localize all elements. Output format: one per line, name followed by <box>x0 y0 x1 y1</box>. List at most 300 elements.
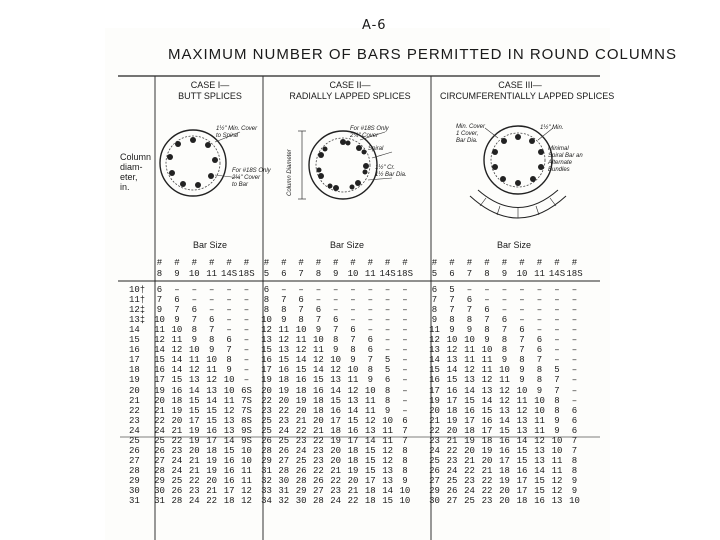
table-cell: 12 <box>534 435 545 446</box>
table-cell: – <box>243 355 250 366</box>
table-cell: 10 <box>551 445 563 456</box>
table-cell: 8 <box>501 345 508 356</box>
table-cell: 9 <box>191 335 197 346</box>
table-cell: 25 <box>154 435 165 446</box>
table-cell: – <box>384 315 391 326</box>
table-cell: 6 <box>536 345 543 356</box>
bar-size-mark: # <box>449 258 455 268</box>
table-cell: 12 <box>154 335 165 346</box>
table-cell: 25 <box>295 455 307 466</box>
table-cell: – <box>402 365 408 376</box>
table-cell: 19 <box>499 475 510 486</box>
table-cell: 7 <box>554 375 560 386</box>
row-header-line: diam- <box>120 162 143 172</box>
table-cell: 20 <box>206 475 218 486</box>
table-cell: 13 <box>516 425 528 436</box>
table-cell: 11 <box>241 465 252 476</box>
table-cell: 9 <box>484 335 490 346</box>
table-cell: 21 <box>481 465 493 476</box>
table-cell: – <box>350 315 356 326</box>
table-cell: 10 <box>154 315 165 326</box>
diameter-cell: 24 <box>129 425 140 436</box>
table-cell: 24 <box>446 465 458 476</box>
table-cell: 9 <box>332 345 339 356</box>
table-cell: 15 <box>534 486 545 496</box>
table-cell: 27 <box>154 455 165 466</box>
table-cell: 7 <box>350 335 356 346</box>
table-cell: 12 <box>499 395 510 406</box>
table-cell: – <box>367 315 373 326</box>
bar-size-header: 11 <box>534 269 545 279</box>
table-cell: – <box>243 295 250 306</box>
table-cell: 9 <box>384 405 391 416</box>
table-cell: 11 <box>295 335 307 346</box>
table-cell: 7 <box>315 315 322 326</box>
table-cell: 15 <box>364 445 376 456</box>
table-cell: 8 <box>501 335 508 346</box>
table-cell: 16 <box>481 415 493 426</box>
table-cell: – <box>536 295 543 306</box>
table-cell: 22 <box>171 435 183 446</box>
table-cell: 23 <box>261 405 272 416</box>
table-cell: 12 <box>188 365 200 376</box>
table-cell: 21 <box>188 465 200 476</box>
table-cell: 21 <box>171 425 183 436</box>
bar-size-header: 9 <box>501 269 508 279</box>
table-cell: – <box>554 305 560 316</box>
table-cell: – <box>367 285 373 295</box>
table-cell: 16 <box>499 445 510 456</box>
table-cell: 16 <box>446 385 458 396</box>
table-cell: 8 <box>281 305 287 316</box>
table-cell: 6 <box>298 295 304 306</box>
table-cell: – <box>536 325 543 336</box>
table-cell: 18 <box>516 496 528 507</box>
table-cell: 8 <box>519 355 525 366</box>
table-cell: 21 <box>464 455 475 466</box>
table-cell: 8 <box>402 465 408 476</box>
bar-size-header: 8 <box>315 269 322 279</box>
table-cell: – <box>501 285 508 295</box>
table-cell: 7 <box>174 305 180 316</box>
table-cell: 23 <box>171 445 183 456</box>
table-cell: 8 <box>402 455 408 466</box>
bar-size-mark: # <box>367 258 373 268</box>
table-cell: – <box>208 305 215 316</box>
table-cell: 13 <box>223 425 235 436</box>
table-cell: 22 <box>312 435 324 446</box>
table-cell: – <box>554 345 560 356</box>
bar-size-mark: # <box>431 258 438 268</box>
table-cell: 8 <box>350 345 356 356</box>
table-cell: 14 <box>347 405 359 416</box>
bar-size-header: 10 <box>347 269 359 279</box>
table-cell: – <box>519 305 525 316</box>
table-cell: 25 <box>171 475 183 486</box>
table-cell: 21 <box>154 405 165 416</box>
table-cell: 9 <box>449 325 455 336</box>
table-cell: – <box>571 295 578 306</box>
table-cell: 23 <box>188 486 200 496</box>
table-cell: 15 <box>223 445 235 456</box>
table-cell: 22 <box>278 405 290 416</box>
table-cell: 8 <box>466 315 473 326</box>
case1-annotation-18s: For #18S Only 2¼" Cover to Bar <box>232 168 271 188</box>
table-cell: 15 <box>534 475 545 486</box>
bar-size-mark: # <box>281 258 287 268</box>
table-cell: 6 <box>226 335 232 346</box>
table-cell: – <box>243 365 250 376</box>
table-cell: 15 <box>278 355 290 366</box>
table-cell: 11 <box>347 375 359 386</box>
table-cell: 12 <box>551 486 563 496</box>
table-cell: 23 <box>312 445 324 456</box>
table-cell: 22 <box>295 425 307 436</box>
diameter-cell: 10† <box>129 285 146 295</box>
table-cell: 29 <box>261 455 272 466</box>
table-cell: 22 <box>154 415 165 426</box>
table-cell: – <box>367 325 373 336</box>
table-cell: 13 <box>347 395 359 406</box>
table-cell: – <box>384 325 391 336</box>
bar-size-mark: # <box>571 258 578 268</box>
table-cell: 19 <box>446 415 458 426</box>
table-cell: 15 <box>382 496 393 507</box>
bar-size-header: 18S <box>238 269 255 279</box>
table-cell: 24 <box>188 496 200 507</box>
table-cell: 12 <box>330 365 342 376</box>
table-cell: 25 <box>446 475 458 486</box>
table-cell: 19 <box>295 395 307 406</box>
bar-size-header: 8 <box>484 269 490 279</box>
bar-size-mark: # <box>315 258 322 268</box>
table-cell: 8 <box>554 395 560 406</box>
table-cell: 20 <box>261 385 272 396</box>
table-cell: 19 <box>188 425 200 436</box>
table-cell: 8 <box>536 375 543 386</box>
table-cell: 25 <box>464 496 475 507</box>
table-cell: 20 <box>154 395 165 406</box>
table-cell: 7 <box>449 295 455 306</box>
table-cell: 11 <box>429 325 440 336</box>
table-cell: 13 <box>481 385 493 396</box>
table-cell: 7 <box>226 345 232 356</box>
diameter-cell: 16 <box>129 345 140 356</box>
table-cell: 7 <box>402 435 408 446</box>
table-cell: 7 <box>571 445 578 456</box>
table-cell: 10 <box>188 345 200 356</box>
table-cell: 10 <box>464 335 475 346</box>
table-cell: 31 <box>278 486 290 496</box>
table-cell: – <box>402 335 408 346</box>
table-cell: 6 <box>191 305 197 316</box>
table-cell: 9 <box>571 475 578 486</box>
table-cell: – <box>384 305 391 316</box>
table-cell: 15 <box>171 375 183 386</box>
table-cell: 13 <box>516 415 528 426</box>
table-cell: 30 <box>154 486 165 496</box>
table-cell: 6 <box>571 415 578 426</box>
table-cell: 20 <box>278 395 290 406</box>
bar-size-mark: # <box>208 258 215 268</box>
bar-size-mark: # <box>243 258 250 268</box>
table-cell: 11 <box>382 425 393 436</box>
table-cell: 15 <box>206 415 218 426</box>
table-cell: 18 <box>295 385 307 396</box>
table-cell: – <box>226 295 232 306</box>
bar-size-mark: # <box>402 258 408 268</box>
table-cell: 16 <box>330 405 342 416</box>
table-cell: 12 <box>382 455 393 466</box>
table-cell: 17 <box>464 415 475 426</box>
table-cell: 16 <box>429 375 440 386</box>
table-cell: 7S <box>241 405 252 416</box>
table-cell: 11 <box>206 365 218 376</box>
table-cell: 6 <box>402 415 408 426</box>
table-cell: – <box>571 325 578 336</box>
diameter-cell: 23 <box>129 415 140 426</box>
table-cell: 21 <box>312 425 324 436</box>
table-cell: 17 <box>481 425 493 436</box>
table-cell: 13 <box>534 445 545 456</box>
bar-size-mark: # <box>226 258 232 268</box>
table-cell: 18 <box>364 496 376 507</box>
table-cell: – <box>208 285 215 295</box>
table-cell: 6 <box>367 345 373 356</box>
table-cell: – <box>243 345 250 356</box>
table-cell: 29 <box>154 475 165 486</box>
table-cell: 26 <box>312 475 324 486</box>
table-cell: – <box>208 295 215 306</box>
table-cell: 10 <box>171 325 183 336</box>
table-cell: 8 <box>191 325 197 336</box>
table-cell: 28 <box>295 475 307 486</box>
table-cell: 7 <box>466 305 473 316</box>
table-cell: 27 <box>429 475 440 486</box>
case2-annotation-lap: 1½" Cr. 1½ Bar Dia. <box>375 165 407 178</box>
table-cell: – <box>571 285 578 295</box>
table-cell: 12 <box>206 375 218 386</box>
table-cell: – <box>243 375 250 386</box>
table-cell: – <box>402 345 408 356</box>
bar-size-mark: # <box>298 258 304 268</box>
table-cell: 22 <box>347 496 359 507</box>
table-cell: – <box>554 285 560 295</box>
table-cell: – <box>350 295 356 306</box>
bar-size-header: 18S <box>566 269 583 279</box>
bar-size-mark: # <box>263 258 270 268</box>
bar-size-header: 8 <box>156 269 163 279</box>
table-cell: 22 <box>481 486 493 496</box>
table-cell: 8 <box>554 405 560 416</box>
table-cell: 17 <box>330 415 342 426</box>
table-cell: 12 <box>295 345 307 356</box>
table-cell: 14 <box>312 365 324 376</box>
table-cell: 12 <box>241 486 252 496</box>
table-title: MAXIMUM NUMBER OF BARS PERMITTED IN ROUND COLUMNS <box>168 46 678 63</box>
table-cell: – <box>243 315 250 326</box>
table-cell: 10 <box>446 335 458 346</box>
table-cell: 14 <box>481 395 493 406</box>
table-cell: 26 <box>446 486 458 496</box>
table-cell: 10 <box>347 365 359 376</box>
table-cell: 7 <box>571 435 578 446</box>
diameter-cell: 14 <box>129 325 140 336</box>
table-cell: 18 <box>330 425 342 436</box>
table-cell: 5 <box>384 365 391 376</box>
diameter-cell: 11† <box>129 295 146 306</box>
table-cell: 11 <box>499 375 510 386</box>
table-cell: 17 <box>154 375 165 386</box>
table-cell: 6 <box>350 325 356 336</box>
table-cell: 15 <box>364 465 376 476</box>
case2-annotation-18s: For #18S Only 2¼" Cover <box>350 126 389 139</box>
table-cell: 13 <box>223 415 235 426</box>
table-cell: 11 <box>312 345 324 356</box>
case1-bar-size-label: Bar Size <box>193 240 228 250</box>
table-cell: 8 <box>332 335 339 346</box>
table-cell: 28 <box>261 445 272 456</box>
bar-size-header: 9 <box>174 269 180 279</box>
table-cell: 32 <box>261 475 272 486</box>
table-cell: 13 <box>382 475 393 486</box>
table-cell: 11 <box>481 365 493 376</box>
table-cell: – <box>174 285 180 295</box>
table-cell: 23 <box>481 496 493 507</box>
table-cell: 15 <box>464 395 475 406</box>
case2-bar-size-label: Bar Size <box>330 240 365 250</box>
table-cell: 9 <box>226 365 232 376</box>
diameter-cell: 31 <box>129 496 140 507</box>
table-cell: 6 <box>484 305 490 316</box>
table-cell: 16 <box>464 405 475 416</box>
table-cell: 14 <box>171 355 183 366</box>
table-cell: 12 <box>464 365 475 376</box>
table-cell: 13 <box>330 375 342 386</box>
table-cell: 13 <box>464 375 475 386</box>
table-cell: 7 <box>554 385 560 396</box>
table-cell: – <box>243 305 250 316</box>
table-cell: 26 <box>154 445 165 456</box>
table-cell: 18 <box>464 425 475 436</box>
diameter-cell: 28 <box>129 465 140 476</box>
table-cell: 10 <box>364 385 376 396</box>
table-cell: 12 <box>347 385 359 396</box>
table-cell: 20 <box>464 445 475 456</box>
table-cell: 22 <box>481 475 493 486</box>
table-cell: 10 <box>551 435 563 446</box>
table-cell: 18 <box>312 405 324 416</box>
table-cell: 10 <box>261 315 272 326</box>
table-cell: 11 <box>154 325 165 336</box>
table-cell: 15 <box>429 365 440 376</box>
table-cell: 12 <box>499 385 510 396</box>
case2-annotation-diameter: Column Diameter <box>287 149 293 196</box>
table-cell: – <box>384 335 391 346</box>
case2-title <box>285 80 415 102</box>
table-cell: 24 <box>464 486 475 496</box>
table-cell: – <box>332 305 339 316</box>
diameter-cell: 29 <box>129 475 140 486</box>
table-cell: 26 <box>429 465 440 476</box>
table-cell: 11 <box>534 415 545 426</box>
table-cell: – <box>571 345 578 356</box>
table-cell: 16 <box>278 365 290 376</box>
table-cell: 13 <box>446 355 458 366</box>
table-cell: 15 <box>312 375 324 386</box>
table-cell: 26 <box>295 465 307 476</box>
table-cell: 7S <box>241 395 252 406</box>
table-cell: 8 <box>384 385 391 396</box>
table-cell: 12 <box>241 496 252 507</box>
table-cell: 19 <box>481 445 493 456</box>
bar-size-header: 9 <box>332 269 339 279</box>
table-cell: – <box>243 285 250 295</box>
table-cell: 24 <box>171 455 183 466</box>
table-cell: 16 <box>154 365 165 376</box>
table-cell: 15 <box>188 395 200 406</box>
case1-subtitle: BUTT SPLICES <box>178 91 242 101</box>
table-cell: 23 <box>312 455 324 466</box>
table-cell: 11 <box>516 395 528 406</box>
table-cell: 6 <box>367 335 373 346</box>
table-cell: 13 <box>206 385 218 396</box>
table-cell: 9S <box>241 435 252 446</box>
table-cell: 10 <box>223 375 235 386</box>
table-cell: – <box>191 285 197 295</box>
table-cell: 27 <box>312 486 324 496</box>
bar-size-header: 6 <box>281 269 287 279</box>
table-cell: 20 <box>481 455 493 466</box>
table-cell: 34 <box>261 496 272 507</box>
table-cell: 7 <box>431 295 438 306</box>
table-cell: 8S <box>241 415 252 426</box>
table-cell: – <box>571 335 578 346</box>
table-cell: – <box>536 305 543 316</box>
table-cell: 7 <box>501 325 508 336</box>
table-cell: 17 <box>347 435 359 446</box>
table-cell: 14 <box>223 435 235 446</box>
diameter-cell: 21 <box>129 395 140 406</box>
table-cell: 25 <box>278 435 290 446</box>
bar-size-header: 10 <box>516 269 528 279</box>
case3-subtitle: CIRCUMFERENTIALLY LAPPED SPLICES <box>440 91 615 101</box>
table-cell: 17 <box>364 475 376 486</box>
table-cell: – <box>191 295 197 306</box>
table-cell: 16 <box>295 375 307 386</box>
bar-size-mark: # <box>466 258 473 268</box>
table-cell: – <box>226 315 232 326</box>
table-cell: 14 <box>446 365 458 376</box>
table-cell: 31 <box>154 496 165 507</box>
table-cell: 9 <box>281 315 287 326</box>
table-cell: 21 <box>206 486 218 496</box>
case1-heading: CASE I— <box>190 80 230 90</box>
table-cell: 30 <box>295 496 307 507</box>
table-cell: 12 <box>223 405 235 416</box>
table-cell: 26 <box>171 486 183 496</box>
table-cell: 23 <box>278 415 290 426</box>
table-cell: 19 <box>464 435 475 446</box>
table-cell: 12 <box>312 355 324 366</box>
bar-size-header: 11 <box>364 269 376 279</box>
table-cell: 8 <box>449 315 455 326</box>
table-cell: 14 <box>206 395 218 406</box>
table-cell: – <box>519 315 525 326</box>
table-cell: – <box>501 295 508 306</box>
table-cell: 18 <box>446 405 458 416</box>
table-cell: 17 <box>261 365 272 376</box>
